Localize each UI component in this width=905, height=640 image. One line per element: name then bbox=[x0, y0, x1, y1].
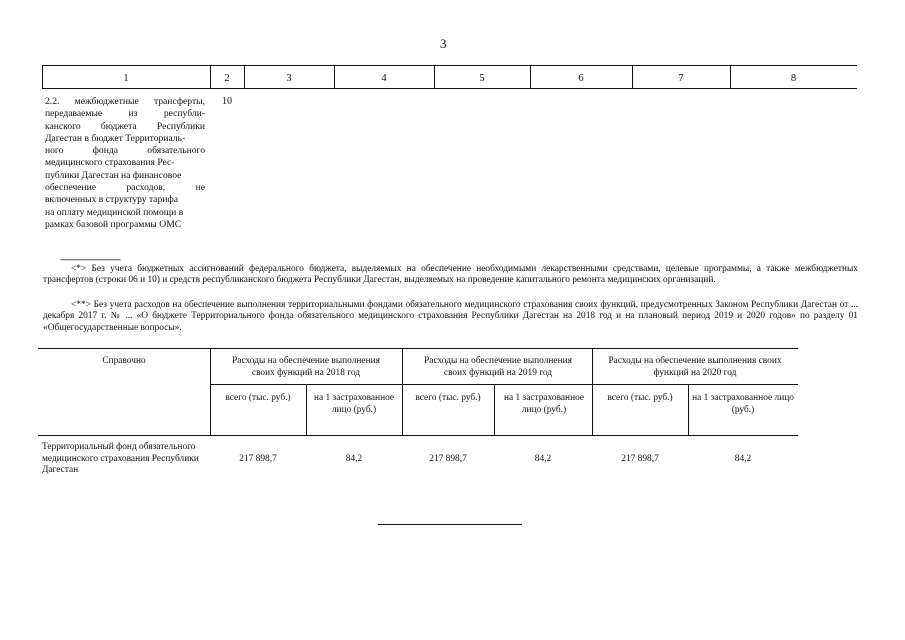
ref-table-divider bbox=[494, 384, 495, 436]
footnote-2-text: <**> Без учета расходов на обеспечение выполнения территориальными фондами обязательного медицинского страхования своих функций, предусмотренных Законом Республики Дагестан от ... декабря 2017 г. № ... «О бюджете Территориального фонда обязательного медицинского страхования Республики Дагестан на 2018 год и на плановый период 2019 и 2020 годов» по разделу 01 «Общегосударственные вопросы». bbox=[43, 300, 858, 333]
ref-table-divider bbox=[688, 384, 689, 436]
ref-sub-total-2020: всего (тыс. руб.) bbox=[607, 393, 673, 403]
row-2-2-description bbox=[45, 96, 205, 231]
column-number: 5 bbox=[479, 73, 485, 84]
ref-cell: 217 898,7 bbox=[239, 454, 277, 464]
column-number: 8 bbox=[790, 73, 797, 84]
row-text-line: канского бюджета Республики bbox=[45, 120, 205, 132]
ref-table-rule-bottom bbox=[38, 435, 798, 436]
ref-table-divider bbox=[592, 348, 593, 436]
row-text-line: Дагестан в бюджет Территориаль- bbox=[45, 132, 186, 144]
ref-row-label: Территориальный фонд обязательного медицинского страхования Республики Дагестан bbox=[42, 442, 199, 475]
ref-table-divider bbox=[306, 384, 307, 436]
column-number: 6 bbox=[578, 73, 584, 84]
row-text-line: медицинского страхования Рес- bbox=[45, 157, 175, 169]
ref-sub-total-2018: всего (тыс. руб.) bbox=[225, 393, 291, 403]
ref-header-2020: Расходы на обеспечение выполнения своих функций на 2020 год bbox=[608, 356, 782, 378]
ref-cell: 217 898,7 bbox=[429, 454, 467, 464]
top-table-rule-bottom bbox=[42, 88, 857, 89]
ref-cell: 217 898,7 bbox=[621, 454, 659, 464]
closing-rule bbox=[378, 524, 522, 525]
column-number: 1 bbox=[123, 73, 129, 84]
footnote-2 bbox=[43, 300, 858, 334]
column-number: 3 bbox=[286, 73, 292, 84]
ref-header-2019: Расходы на обеспечение выполнения своих функций на 2019 год bbox=[424, 356, 572, 378]
ref-cell: 84,2 bbox=[345, 454, 363, 464]
footnote-separator: ------------------------------ bbox=[60, 254, 120, 264]
row-text-line: рамках базовой программы ОМС bbox=[45, 218, 182, 230]
ref-sub-per-person-2020: на 1 застрахованное лицо (руб.) bbox=[692, 393, 794, 415]
ref-table-divider bbox=[210, 348, 211, 436]
row-text-line: ного фонда обязательного bbox=[45, 145, 205, 157]
page-number: 3 bbox=[440, 36, 447, 51]
ref-table-rule-top bbox=[38, 348, 798, 349]
ref-table-rule-mid bbox=[210, 384, 798, 385]
ref-header-2018: Расходы на обеспечение выполнения своих функций на 2018 год bbox=[232, 356, 380, 378]
ref-sub-per-person-2019: на 1 застрахованное лицо (руб.) bbox=[503, 393, 585, 415]
row-text-line: передаваемые из республи- bbox=[45, 108, 205, 120]
footnote-1-text: <*> Без учета бюджетных ассигнований федерального бюджета, выделяемых на обеспечение необходимыми лекарственными средствами, целевые программы, а также межбюджетных трансфертов (строки 06 и 10) и средств республиканского бюджета Республики Дагестан, выделяемых на проведение капитального ремонта медицинских организаций. bbox=[43, 264, 858, 286]
ref-sub-total-2019: всего (тыс. руб.) bbox=[415, 393, 481, 403]
ref-cell: 84,2 bbox=[734, 454, 752, 464]
top-table-rule-top bbox=[42, 65, 857, 66]
column-number: 2 bbox=[224, 73, 230, 84]
ref-header-label: Справочно bbox=[102, 356, 146, 366]
row-text-line: 2.2. межбюджетные трансферты, bbox=[45, 96, 205, 107]
ref-cell: 84,2 bbox=[534, 454, 552, 464]
row-text-line: публики Дагестан на финансовое bbox=[45, 169, 182, 181]
footnote-1 bbox=[43, 264, 858, 287]
row-line-number: 10 bbox=[222, 96, 232, 107]
row-text-line: включенных в структуру тарифа bbox=[45, 194, 178, 206]
ref-table-divider bbox=[402, 348, 403, 436]
row-text-line: на оплату медицинской помощи в bbox=[45, 206, 184, 218]
row-text-line: обеспечение расходов, не bbox=[45, 182, 205, 194]
column-number: 7 bbox=[678, 73, 684, 84]
column-number: 4 bbox=[381, 73, 387, 84]
ref-sub-per-person-2018: на 1 застрахованное лицо (руб.) bbox=[313, 393, 395, 415]
